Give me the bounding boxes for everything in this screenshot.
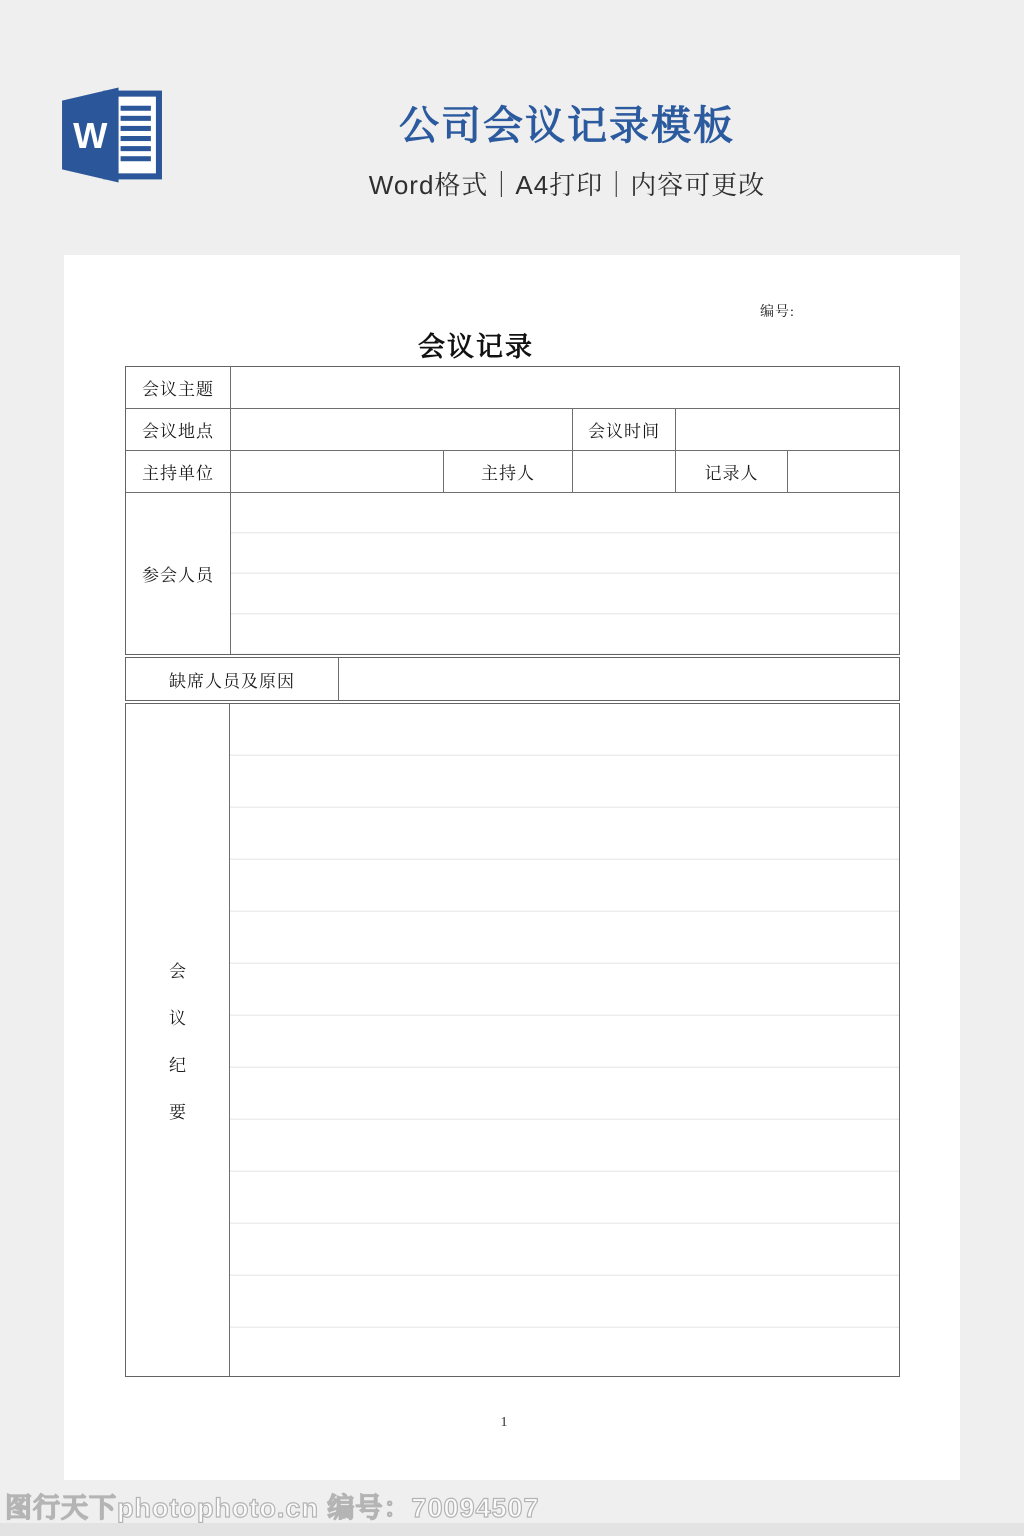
host-value-cell	[573, 451, 676, 492]
minutes-label-char: 要	[169, 1103, 186, 1122]
bottom-strip	[0, 1523, 1024, 1536]
location-label-cell	[126, 409, 231, 450]
location-value-cell	[231, 409, 573, 450]
watermark-text: 图行天下photophoto.cn 编号：70094507	[5, 1493, 540, 1523]
host-label: 主持人	[481, 464, 535, 483]
minutes-label-cell	[126, 704, 230, 1376]
time-label: 会议时间	[588, 422, 660, 441]
minutes-label-char: 会	[169, 962, 186, 981]
absent-value-cell	[339, 658, 899, 700]
minutes-label-char: 议	[169, 1009, 186, 1028]
time-label-cell	[573, 409, 676, 450]
time-value-cell	[676, 409, 899, 450]
location-label: 会议地点	[142, 422, 214, 441]
row-absent	[126, 658, 899, 700]
row-location-time	[126, 409, 899, 451]
host-label-cell	[444, 451, 573, 492]
topic-label-cell	[126, 367, 231, 408]
host-unit-label: 主持单位	[142, 464, 214, 483]
page-subtitle: Word格式｜A4打印｜内容可更改	[368, 170, 766, 200]
attendees-label-cell	[126, 493, 231, 654]
main-table	[125, 366, 900, 655]
minutes-table	[125, 703, 900, 1377]
topic-label: 会议主题	[142, 380, 214, 399]
page-title: 公司会议记录模板	[399, 104, 735, 148]
row-attendees	[126, 493, 899, 654]
attendees-value-cell	[231, 493, 899, 654]
page-number: 1	[500, 1415, 508, 1430]
topic-value-cell	[231, 367, 899, 408]
word-icon-letter: W	[73, 115, 108, 157]
recorder-value-cell	[788, 451, 899, 492]
recorder-label: 记录人	[704, 464, 759, 483]
row-host	[126, 451, 899, 493]
recorder-label-cell	[676, 451, 788, 492]
host-unit-label-cell	[126, 451, 231, 492]
minutes-value-cell	[230, 704, 899, 1376]
document-page	[64, 255, 960, 1480]
host-unit-value-cell	[231, 451, 444, 492]
absent-table	[125, 657, 900, 701]
doc-code-label: 编号:	[760, 305, 795, 320]
header	[110, 94, 1024, 202]
attendees-label: 参会人员	[142, 566, 214, 585]
minutes-label-char: 纪	[169, 1056, 186, 1075]
absent-label: 缺席人员及原因	[169, 671, 295, 691]
meeting-record-form	[125, 366, 900, 1377]
doc-title: 会议记录	[418, 332, 534, 362]
row-topic	[126, 367, 899, 409]
row-minutes	[126, 704, 899, 1376]
absent-label-cell	[126, 658, 339, 700]
